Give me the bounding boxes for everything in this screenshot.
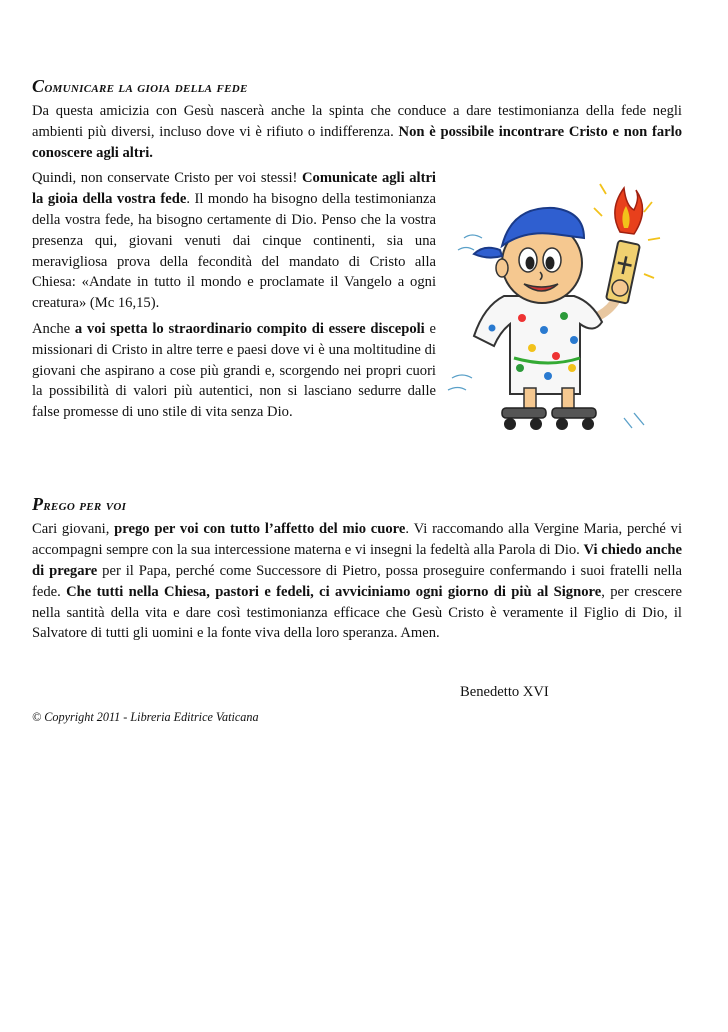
- column-text: [32, 168, 436, 423]
- document-page: [32, 76, 682, 726]
- paragraph-discepoli: Anche a voi spetta lo straordinario compito di essere discepoli e missionari di Cristo in altre terre e paesi dove vi è una moltitudine di giovani che aspirano a cose più grandi e, scorgendo nei propri cuori la possibilità di valori più autentici, non si lasciano sedurre dalle false promesse di uno stile di vita senza Dio.: [32, 320, 436, 421]
- text-with-illustration: [32, 168, 682, 458]
- paragraph-prego: Cari giovani, prego per voi con tutto l’affetto del mio cuore. Vi raccomando alla Vergine Maria, perché vi accompagni sempre con la sua intercessione materna e vi insegni la fedeltà alla Parola di Dio. Vi chiedo anche di pregare per il Papa, perché come Successore di Pietro, possa proseguire confermando i suoi fratelli nella fede. Che tutti nella Chiesa, pastori e fedeli, ci avviciniamo ogni giorno di più al Signore, per crescere nella santità della vita e dare così testimonianza efficace che Gesù Cristo è veramente il Figlio di Dio, il Salvatore di tutti gli uomini e la fonte viva della loro speranza. Amen.: [32, 521, 682, 642]
- section-title-prego: Prego per voi: [32, 494, 127, 515]
- pilgrim-boy-illustration: [444, 168, 684, 448]
- signature: Benedetto XVI: [460, 684, 549, 701]
- copyright-notice: © Copyright 2011 - Libreria Editrice Vaticana: [32, 710, 259, 725]
- section-prego: [32, 494, 682, 644]
- paragraph-intro: Da questa amicizia con Gesù nascerà anche la spinta che conduce a dare testimonianza della fede negli ambienti più diversi, incluso dove vi è rifiuto o indifferenza. Non è possibile incontrare Cristo e non farlo conoscere agli altri.: [32, 103, 682, 161]
- paragraph-comunicate: Quindi, non conservate Cristo per voi stessi! Comunicate agli altri la gioia della vostra fede. Il mondo ha bisogno della testimonianza della vostra fede, ha bisogno certamente di Dio. Penso che la vostra presenza qui, giovani venuti dai cinque continenti, sia una meravigliosa prova della fecondità del mandato di Cristo alla Chiesa: «Andate in tutto il mondo e proclamate il Vangelo a ogni creatura» (Mc 16,15).: [32, 170, 436, 312]
- roller-skates: [502, 408, 596, 430]
- section-title-comunicare: Comunicare la gioia della fede: [32, 76, 248, 96]
